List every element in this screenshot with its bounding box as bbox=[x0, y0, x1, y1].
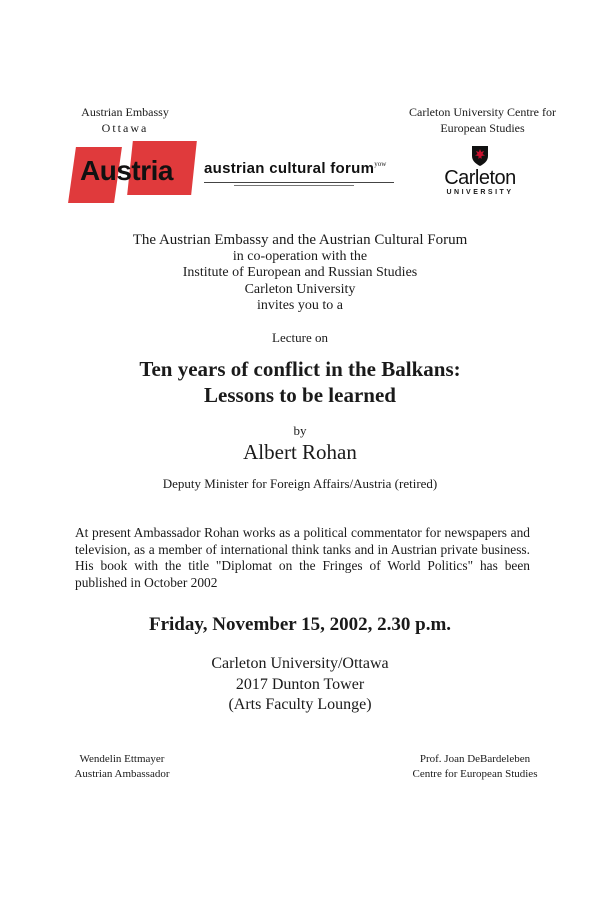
austria-logo bbox=[72, 141, 202, 203]
lecture-title-line-2: Lessons to be learned bbox=[204, 383, 396, 407]
speaker-bio: At present Ambassador Rohan works as a political commentator for newspapers and television, as a member of international think tanks and in Austrian private business. His book with the title "Diplomat on the Fringes of World Politics" has been published in October 2002 bbox=[75, 525, 530, 590]
lecture-title bbox=[0, 356, 600, 408]
intro-line-1: The Austrian Embassy and the Austrian Cultural Forum bbox=[132, 232, 468, 248]
intro-line-3: Institute of European and Russian Studies bbox=[182, 265, 418, 280]
cultural-forum-underline-secondary bbox=[234, 185, 354, 186]
embassy-city: Ottawa bbox=[101, 121, 149, 135]
signature-left-name: Wendelin Ettmayer bbox=[79, 753, 165, 765]
carleton-logo-word: Carleton bbox=[444, 167, 516, 189]
invitation-intro bbox=[0, 232, 600, 315]
cultural-forum-text: austrian cultural forum bbox=[204, 160, 375, 177]
lecture-on-label: Lecture on bbox=[272, 330, 328, 345]
speaker-name: Albert Rohan bbox=[243, 440, 357, 464]
cultural-forum-underline bbox=[204, 182, 394, 183]
event-date: Friday, November 15, 2002, 2.30 p.m. bbox=[148, 614, 452, 635]
lecture-title-line-1: Ten years of conflict in the Balkans: bbox=[139, 357, 461, 381]
venue-line-1: Carleton University/Ottawa bbox=[211, 655, 389, 672]
intro-line-4: Carleton University bbox=[244, 281, 356, 297]
centre-line-1: Carleton University Centre for bbox=[409, 105, 556, 119]
signature-left-title: Austrian Ambassador bbox=[74, 767, 170, 780]
austria-logo-word: Austria bbox=[80, 155, 173, 186]
carleton-logo-university: UNIVERSITY bbox=[446, 189, 514, 196]
cultural-forum-superscript: yow bbox=[374, 160, 387, 168]
signature-right bbox=[385, 752, 565, 781]
embassy-heading bbox=[60, 104, 190, 136]
intro-line-5: invites you to a bbox=[257, 298, 343, 313]
venue-line-2: 2017 Dunton Tower bbox=[235, 675, 365, 693]
embassy-name: Austrian Embassy bbox=[81, 105, 169, 119]
venue-line-3: (Arts Faculty Lounge) bbox=[228, 696, 372, 713]
centre-heading bbox=[395, 104, 570, 136]
by-label: by bbox=[293, 423, 307, 438]
signature-left bbox=[52, 752, 192, 781]
intro-line-2: in co-operation with the bbox=[232, 248, 368, 264]
carleton-crest-icon bbox=[471, 145, 489, 167]
speaker-role: Deputy Minister for Foreign Affairs/Austria (retired) bbox=[162, 476, 438, 491]
centre-line-2: European Studies bbox=[440, 121, 525, 135]
signature-right-title: Centre for European Studies bbox=[412, 767, 538, 780]
carleton-logo bbox=[438, 145, 522, 205]
cultural-forum-logo bbox=[204, 160, 404, 190]
signature-right-name: Prof. Joan DeBardeleben bbox=[419, 753, 531, 765]
event-venue bbox=[0, 654, 600, 716]
